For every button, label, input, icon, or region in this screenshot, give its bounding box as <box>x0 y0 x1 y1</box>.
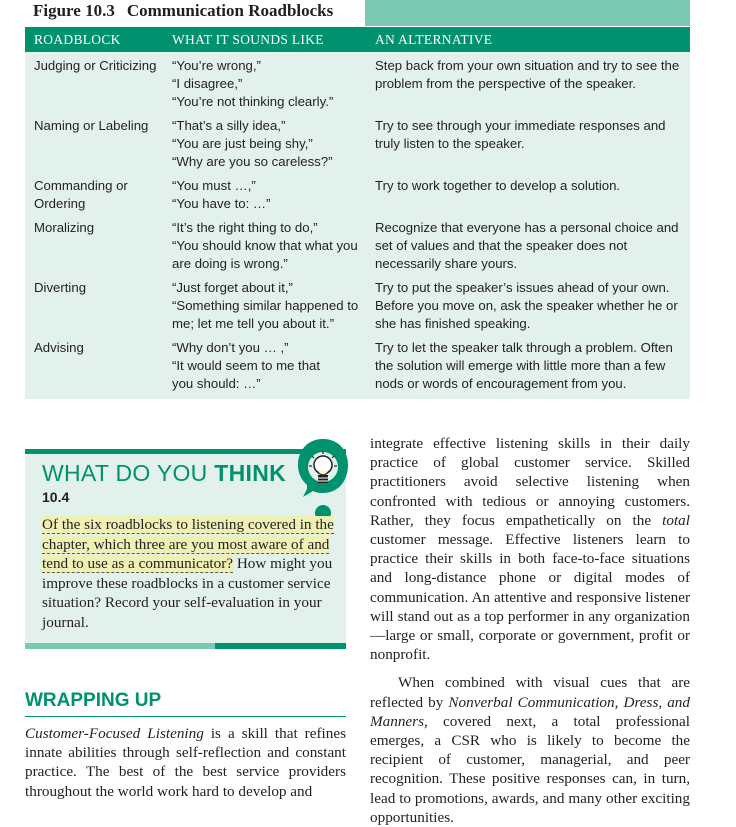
wrapping-up-text: is a skill that refines innate abilities through self-reflection and constant practice. The best of the best service providers throughout the world work hard to develop and <box>25 725 346 800</box>
wdyt-number: 10.4 <box>42 489 70 505</box>
p1-text-a: integrate effective listening skills in their daily practice of global customer service. Skilled practitioners avoid selective listening when confronted with tedious or annoying customers. Rather, they focus empathetically on the <box>370 435 690 529</box>
lightbulb-question-icon <box>293 435 353 525</box>
alternative-cell: Try to see through your immediate responses and truly listen to the speaker. <box>375 118 666 151</box>
alternative-cell: Step back from your own situation and try to see the problem from the perspective of the speaker. <box>375 58 680 91</box>
header-roadblock: ROADBLOCK <box>34 32 121 47</box>
table-body <box>25 52 690 399</box>
table-row <box>25 279 690 333</box>
sounds-like-cell: “You’re wrong,” “I disagree,” “You’re not thinking clearly.” <box>172 58 334 109</box>
p1-italic: total <box>662 511 690 529</box>
wrapping-up-title: WRAPPING UP <box>25 690 162 711</box>
table-row <box>25 177 690 213</box>
roadblock-cell: Judging or Criticizing <box>34 58 157 73</box>
sounds-like-cell: “Just forget about it,” “Something similar happened to me; let me tell you about it.” <box>172 280 359 331</box>
heading-bold-text: THINK <box>214 460 287 486</box>
sounds-like-cell: “That’s a silly idea,” “You are just being shy,” “Why are you so careless?” <box>172 118 333 169</box>
roadblock-cell: Moralizing <box>34 220 95 235</box>
alternative-cell: Try to put the speaker’s issues ahead of your own. Before you move on, ask the speaker whether he or she has finished speaking. <box>375 280 678 331</box>
header-alternative: AN ALTERNATIVE <box>375 32 493 47</box>
figure-title <box>25 0 690 26</box>
wrapping-up-rule <box>25 716 346 717</box>
box-bottom-rule <box>25 643 346 649</box>
p2-text-a: When combined with visual cues that are reflected by <box>370 674 690 711</box>
paragraph-1 <box>370 434 690 664</box>
wdyt-followup: How might you improve these roadblocks in a customer service situation? Record your self-evaluation in your journal. <box>42 555 333 631</box>
header-sounds-like: WHAT IT SOUNDS LIKE <box>172 32 324 47</box>
table-row <box>25 117 690 171</box>
figure-caption: Communication Roadblocks <box>126 1 334 20</box>
table-row <box>25 57 690 111</box>
table-row <box>25 219 690 273</box>
p1-text-b: customer message. Effective listeners learn to practice their skills in both face-to-face situations and long-distance phone or digital modes of communication. An attentive and responsive listener will stand out as a top performer in any organization—large or small, corporate or government, profit or nonprofit. <box>370 531 690 664</box>
p2-text-b: covered next, a total professional emerges, a CSR who is likely to become the recipient of customer, managerial, and peer recognition. These positive responses can, in turn, lead to promotions, awards, and many other exciting opportunities. <box>370 712 690 826</box>
wdyt-question <box>42 515 342 632</box>
sounds-like-cell: “Why don’t you … ,” “It would seem to me that you should: …” <box>172 340 321 391</box>
roadblock-cell: Commanding or Ordering <box>34 178 128 211</box>
wdyt-heading <box>42 460 286 487</box>
italic-term: Customer-Focused Listening <box>25 725 204 742</box>
right-column <box>370 434 690 827</box>
table-header <box>25 27 690 52</box>
roadblock-cell: Naming or Labeling <box>34 118 149 133</box>
sounds-like-cell: “It’s the right thing to do,” “You should know that what you are doing is wrong.” <box>172 220 358 271</box>
roadblocks-table <box>25 27 690 399</box>
roadblock-cell: Diverting <box>34 280 87 295</box>
alternative-cell: Recognize that everyone has a personal choice and set of values and that the speaker does not necessarily share yours. <box>375 220 679 271</box>
wrapping-up-body <box>25 724 346 801</box>
roadblock-cell: Advising <box>34 340 84 355</box>
p2-italic: Nonverbal Communication, Dress, and Manners, <box>370 693 690 730</box>
highlighted-question: Of the six roadblocks to listening covered in the chapter, which three are you most aware of and tend to use as a communicator? <box>42 516 334 572</box>
paragraph-2 <box>370 673 690 827</box>
sounds-like-cell: “You must …,” “You have to: …” <box>172 178 271 211</box>
table-row <box>25 339 690 393</box>
heading-light-text: WHAT DO YOU <box>42 460 208 486</box>
figure-number: Figure 10.3 <box>33 1 115 20</box>
alternative-cell: Try to let the speaker talk through a problem. Often the solution will emerge with little more than a few nods or words of encouragement from you. <box>375 340 673 391</box>
alternative-cell: Try to work together to develop a solution. <box>375 178 621 193</box>
